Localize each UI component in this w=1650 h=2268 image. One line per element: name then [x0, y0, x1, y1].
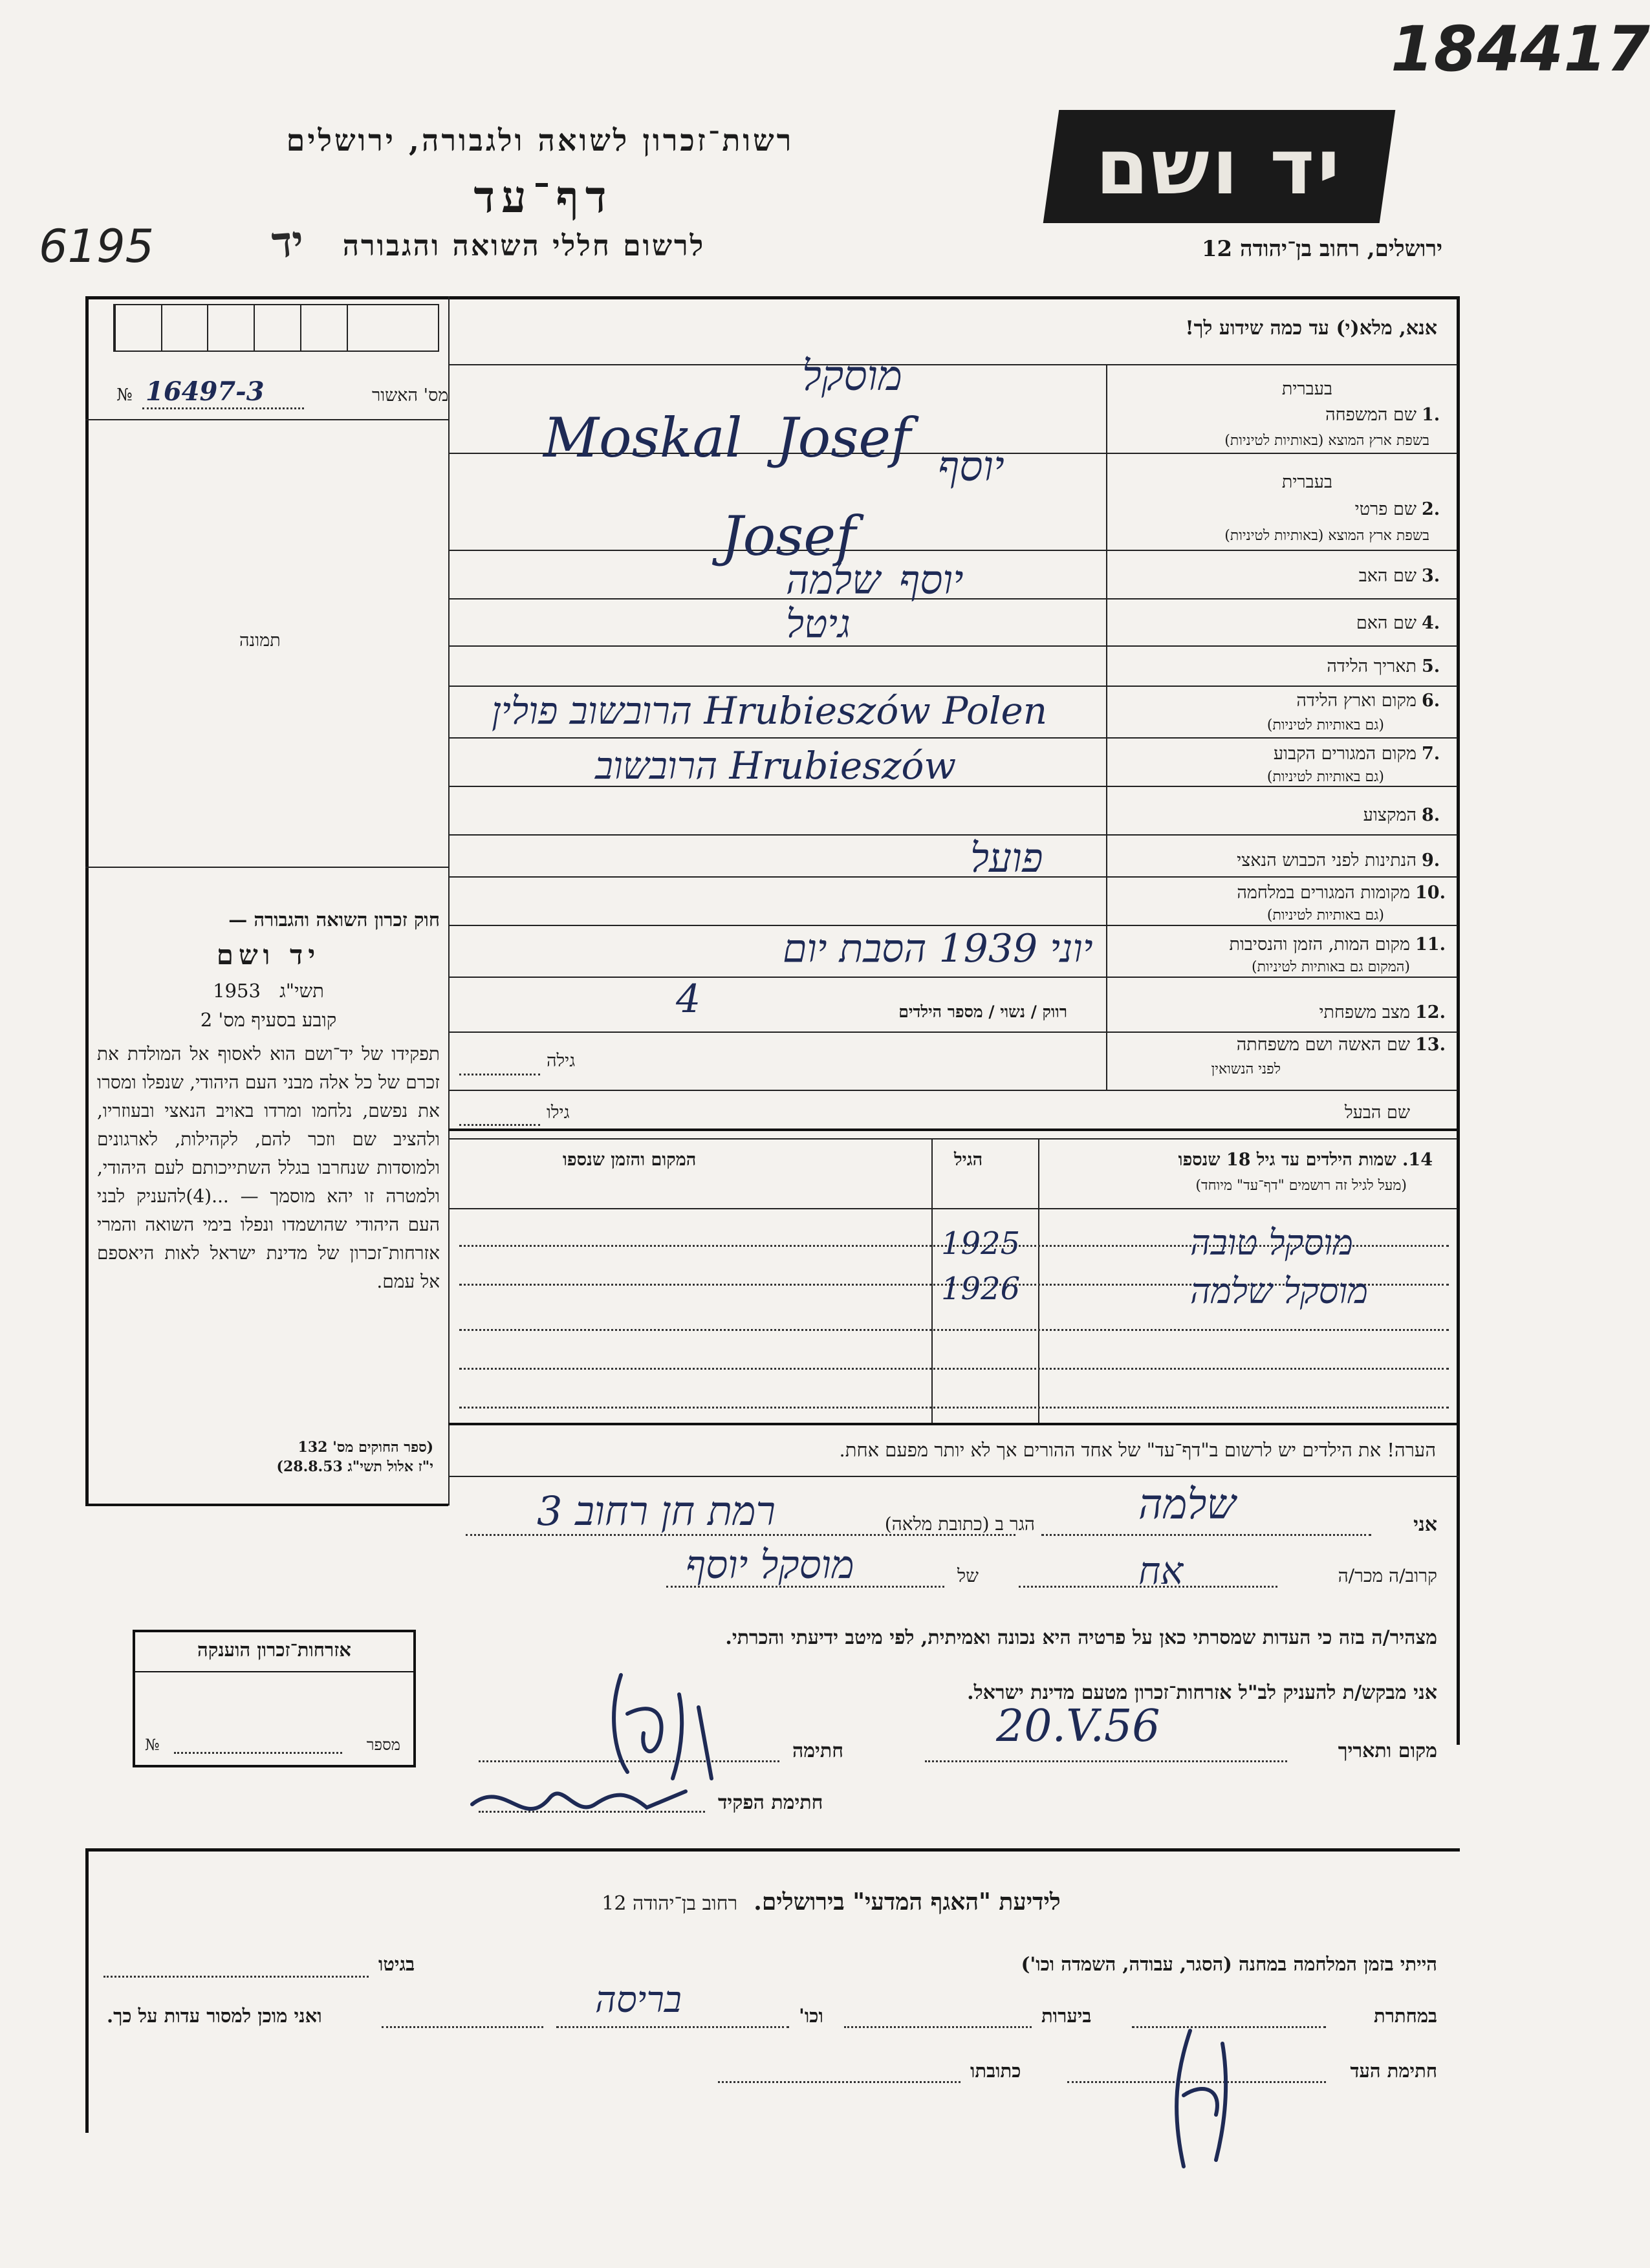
f14-label: 14. שמות הילדים עד גיל 18 שנספו [1178, 1150, 1433, 1170]
citizenship-box-no: № [145, 1736, 160, 1754]
row-rule-5 [448, 686, 1457, 687]
law-section: קובע בסעיף מס' 2 [200, 1009, 337, 1031]
decl-hagar: הגר ב (כתובת מלאה) [884, 1513, 1035, 1535]
instruction: אנא, מלא(י) עד כמה שידוע לך! [1185, 317, 1437, 340]
citizenship-box-title: אזרחות־זכרון הוענקה [135, 1632, 413, 1672]
declaration-bottom-rule [85, 1504, 448, 1506]
decl-address-value: רמת חן רחוב 3 [537, 1487, 776, 1535]
cert-value: 16497-3 [146, 376, 265, 407]
decl-relative-value: מוסקל יוסף [686, 1542, 854, 1588]
law-year-num: 1953 [213, 980, 261, 1002]
cert-prefix: № [116, 385, 133, 405]
field3-num: 3. [1422, 566, 1440, 586]
bottom-etc: וכו' [799, 2005, 823, 2027]
husband-label: שם הבעל [1345, 1103, 1410, 1123]
children-count: 4 [676, 977, 701, 1022]
decl-date-value: 20.V.56 [996, 1701, 1160, 1752]
field2-num: 2. [1422, 499, 1440, 519]
section-rule [448, 1129, 1459, 1131]
law-ref1: (ספר החוקים מס' 132 [298, 1439, 433, 1456]
field3-label: שם האב [1358, 566, 1417, 586]
decl-request: אני מבקש/ת להעניק לב"ל אזרחות־זכרון מטעם מדינת ישראל. [967, 1681, 1437, 1704]
field11-label: מקום המות, הזמן והנסיבות [1229, 934, 1410, 955]
bottom-section-rule [85, 1848, 1460, 1852]
label-divider [1106, 365, 1107, 1090]
row-rule-4 [448, 645, 1457, 647]
office-boxes [113, 304, 439, 352]
bottom-underground: במחתרת [1374, 2005, 1437, 2027]
citizenship-box-dots [174, 1752, 342, 1754]
field13-sub: לפני הנשואין [1211, 1061, 1281, 1077]
field13-label: שם האשה ושם משפחתה [1236, 1035, 1410, 1055]
field2-latin-note: בשפת ארץ המוצא (באותיות לטיניות) [1224, 528, 1429, 544]
bottom-ready: ואני מוכן למסור עדות על כך. [107, 2005, 322, 2027]
row-rule-2 [448, 550, 1457, 551]
form-title: דף־עד [473, 171, 613, 223]
form-subtitle: לרשום חללי השואה והגבורה [342, 230, 706, 263]
bottom-line1: הייתי בזמן המלחמה במחנה (הסגר, עבודה, השמדה וכו') [1021, 1953, 1437, 1975]
field12-label: מצב משפחתי [1319, 1002, 1410, 1022]
given-hebrew: יוסף [938, 443, 1004, 491]
field1-label: שם המשפחה [1325, 405, 1417, 425]
field6-num: 6. [1422, 691, 1440, 711]
yad-vashem-logo [1043, 110, 1396, 223]
surname-hebrew: מוסקל [802, 352, 902, 400]
decl-relative: קרוב/ה מכר/ה [1338, 1565, 1437, 1586]
row-rule-13 [448, 1090, 1457, 1091]
field13-num: 13. [1415, 1035, 1446, 1055]
field11-sub: (המקום גם באותיות לטיניות) [1252, 959, 1410, 975]
field7-num: 7. [1422, 744, 1440, 764]
column-divider [448, 296, 450, 1506]
law-text: תפקידו של יד־ושם הוא לאסוף אל המולדת את זכרם של כל אלה מבני העם היהודי, שנפלו ומסרו את נפשם, נלחמו ומרדו באויב הנאצי ובעוזריו, ולהציב שם וזכר להם, לקהילות, לארגונים ולמוסדות שנחרבו בגלל השתייכותם לעם היהודי, ולמטרה זו יהא מוסמך — ...(4)להעניק לבני העם היהודי שהושמדו ונפלו בימי השואה והמרי אזרחות־זכרון של מדינת ישראל לאות היאספם אל עמם. [97, 1043, 440, 1292]
field10-latin-note: (גם באותיות לטיניות) [1266, 907, 1384, 923]
bottom-address-dots [718, 2081, 961, 2083]
authority-name: רשות־זכרון לשואה ולגבורה, ירושלים [286, 123, 794, 158]
header-address: ירושלים, רחוב בן־יהודה 12 [1201, 236, 1442, 262]
form-left-border [85, 296, 89, 1506]
logo-text: יד ושם [1096, 122, 1343, 211]
marital-options: רווק / נשוי / מספר הילדים [898, 1002, 1067, 1021]
field4-label: שם האם [1356, 613, 1417, 633]
given-latin-1: Josef [776, 406, 911, 470]
mother-name: גיטל [786, 601, 851, 647]
bottom-left-border [85, 1848, 89, 2133]
field5-num: 5. [1422, 656, 1440, 676]
death-value: יוני 1939 הסבת יום [783, 926, 1093, 971]
given-latin: Josef [721, 504, 856, 568]
bottom-address: רחוב בן־יהודה 12 [602, 1892, 738, 1915]
field7-label: מקום המגורים הקבוע [1273, 744, 1417, 764]
field4-num: 4. [1422, 613, 1440, 633]
child1-name: מוסקל טובה [1190, 1222, 1353, 1263]
child2-age: 1926 [941, 1271, 1021, 1307]
bottom-ready-dots [382, 2026, 543, 2028]
decl-relation-value: אח [1138, 1549, 1184, 1593]
husband-age-label: גילו [547, 1103, 570, 1123]
decl-name-dots [1041, 1534, 1371, 1536]
law-year-he: תשי"ג [279, 980, 324, 1002]
row-rule-11 [448, 977, 1457, 978]
officer-signature [466, 1766, 699, 1837]
bottom-witness-sig: חתימת העד [1350, 2060, 1437, 2082]
field5-label: תאריך הלידה [1327, 656, 1417, 676]
row-rule-14 [448, 1138, 1457, 1139]
field9-label: הנתינות לפני הכבוש הנאצי [1237, 850, 1417, 870]
row-rule-12 [448, 1031, 1457, 1033]
f14-sub: (מעל לגיל זה רושמים "דף־עד" מיוחד) [1195, 1178, 1407, 1194]
wife-age-label: גילה [547, 1051, 576, 1071]
bottom-title: לידיעת "האגף המדעי" בירושלים. [754, 1888, 1061, 1916]
children-dots-4 [459, 1368, 1449, 1370]
bottom-address-label: כתובתו [970, 2060, 1021, 2082]
child1-age: 1925 [941, 1226, 1021, 1262]
cert-dots [142, 407, 304, 409]
bottom-forests-dots [844, 2026, 1032, 2028]
decl-name-value: שלמה [1138, 1481, 1236, 1529]
decl-signature: חתימה [792, 1740, 843, 1762]
citizenship-box-number: מספר [366, 1736, 400, 1754]
child2-name: מוסקל שלמה [1190, 1271, 1369, 1312]
field8-label: המקצוע [1363, 805, 1417, 825]
children-header-rule [448, 1208, 1457, 1209]
field9-num: 9. [1422, 850, 1440, 870]
cert-rule [85, 419, 448, 420]
law-name: יד ושם [216, 939, 321, 971]
field1-hebrew-note: בעברית [1281, 379, 1332, 399]
cert-label: מס' האשור [372, 385, 449, 405]
decl-officer: חתימת הפקיד [718, 1791, 823, 1814]
photo-rule [85, 867, 448, 868]
surname-latin: Moskal [543, 406, 743, 470]
law-ref2: י"ז אלול תשי"ג 28.8.53) [276, 1458, 433, 1475]
age-col-header: הגיל [954, 1150, 983, 1170]
children-dots-3 [459, 1329, 1449, 1331]
row-rule-8 [448, 834, 1457, 836]
decl-date-dots [925, 1760, 1287, 1762]
archive-number: 184417 [1391, 13, 1650, 85]
children-col-2 [1038, 1138, 1039, 1423]
instruction-rule [448, 364, 1457, 365]
father-name: שלמה [786, 556, 880, 603]
form-top-border [85, 296, 1460, 299]
field6-label: מקום וארץ הלידה [1296, 691, 1417, 711]
bottom-witness-signature [1151, 2018, 1255, 2173]
row-rule-6 [448, 737, 1457, 739]
field1-latin-note: בשפת ארץ המוצא (באותיות לטיניות) [1224, 433, 1429, 449]
bottom-title-line [492, 1888, 1171, 1916]
note-text: הערה! את הילדים יש לרשום ב"דף־עד" של אחד ההורים אך לא יותר מפעם אחת. [839, 1439, 1436, 1461]
bottom-forests: ביערות [1041, 2005, 1092, 2027]
field1-num: 1. [1422, 405, 1440, 425]
residence-value: הרובשוב Hrubieszów [595, 744, 957, 788]
field10-num: 10. [1415, 883, 1446, 903]
bottom-ghetto-dots [103, 1976, 369, 1978]
left-handwritten-number: 6195 [39, 220, 155, 273]
children-col-1 [931, 1138, 933, 1423]
field8-num: 8. [1422, 805, 1440, 825]
husband-age-dots [459, 1124, 540, 1126]
citizenship-box [133, 1630, 416, 1767]
place-col-header: המקום והזמן שנספו [563, 1150, 697, 1170]
field12-num: 12. [1415, 1002, 1446, 1022]
birthplace-value: הרובשוב פולין Hrubieszów Polen [492, 689, 1048, 733]
field10-label: מקומות המגורים במלחמה [1237, 883, 1410, 903]
law-year [97, 980, 440, 1002]
bottom-ghetto: בגיטו [378, 1953, 415, 1975]
field6-latin-note: (גם באותיות לטיניות) [1266, 717, 1384, 733]
wife-age-dots [459, 1074, 540, 1075]
field2-label: שם פרטי [1354, 499, 1417, 519]
row-rule-9 [448, 876, 1457, 878]
stamp-fragment: יד [270, 215, 305, 268]
bottom-etc-dots [556, 2026, 789, 2028]
decl-ani: אני [1413, 1513, 1437, 1536]
occupation-value: פועל [970, 834, 1043, 881]
field7-latin-note: (גם באותיות לטיניות) [1266, 769, 1384, 785]
decl-statement: מצהיר/ה בזה כי העדות שמסרתי כאן על פרטיה היא נכונה ואמיתית, לפי מיטב ידיעתי והכרתי. [725, 1626, 1437, 1649]
photo-label: תמונה [239, 631, 281, 651]
field2-hebrew-note: בעברית [1281, 472, 1332, 492]
decl-shel: של [957, 1565, 979, 1586]
decl-place-date: מקום ותאריך [1338, 1740, 1437, 1762]
children-dots-5 [459, 1407, 1449, 1409]
law-title: חוק זכרון השואה והגבורה — [228, 909, 440, 931]
note-bottom-rule [448, 1476, 1459, 1477]
field11-num: 11. [1415, 934, 1446, 955]
form-right-border [1457, 296, 1460, 1745]
note-top-rule [448, 1423, 1459, 1425]
bottom-etc-value: בריסה [595, 1979, 682, 2021]
father-surname: יוסף [899, 556, 964, 603]
